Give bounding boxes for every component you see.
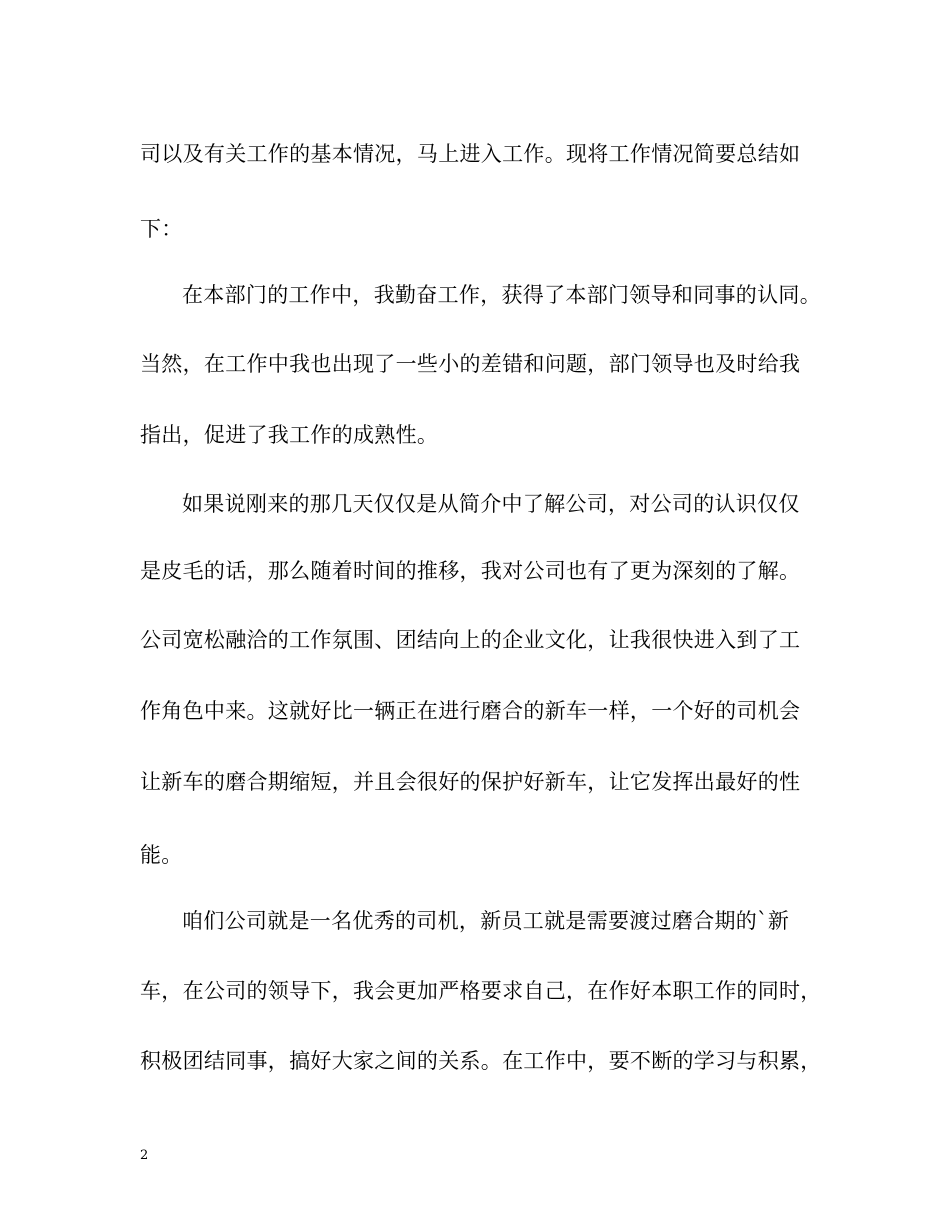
text-line: 指出，促进了我工作的成熟性。 [140,423,439,447]
text-line: 咱们公司就是一名优秀的司机，新员工就是需要渡过磨合期的`新 [182,909,790,933]
text-line: 车，在公司的领导下，我会更加严格要求自己，在作好本职工作的同时， [140,979,822,1003]
text-line: 司以及有关工作的基本情况，马上进入工作。现将工作情况简要总结如 [140,142,801,166]
text-line: 让新车的磨合期缩短，并且会很好的保护好新车，让它发挥出最好的性 [140,770,801,794]
text-line: 当然，在工作中我也出现了一些小的差错和问题，部门领导也及时给我 [140,352,801,376]
text-line: 是皮毛的话，那么随着时间的推移，我对公司也有了更为深刻的了解。 [140,559,801,583]
text-line: 作角色中来。这就好比一辆正在进行磨合的新车一样，一个好的司机会 [140,699,801,723]
text-line: 如果说刚来的那几天仅仅是从简介中了解公司，对公司的认识仅仅 [182,492,800,516]
page-number: 2 [140,1148,149,1163]
text-line: 在本部门的工作中，我勤奋工作，获得了本部门领导和同事的认同。 [182,283,821,307]
text-line: 能。 [140,843,183,867]
text-line: 积极团结同事，搞好大家之间的关系。在工作中，要不断的学习与积累， [140,1049,822,1073]
text-line: 公司宽松融洽的工作氛围、团结向上的企业文化，让我很快进入到了工 [140,628,801,652]
text-line: 下： [140,217,183,241]
